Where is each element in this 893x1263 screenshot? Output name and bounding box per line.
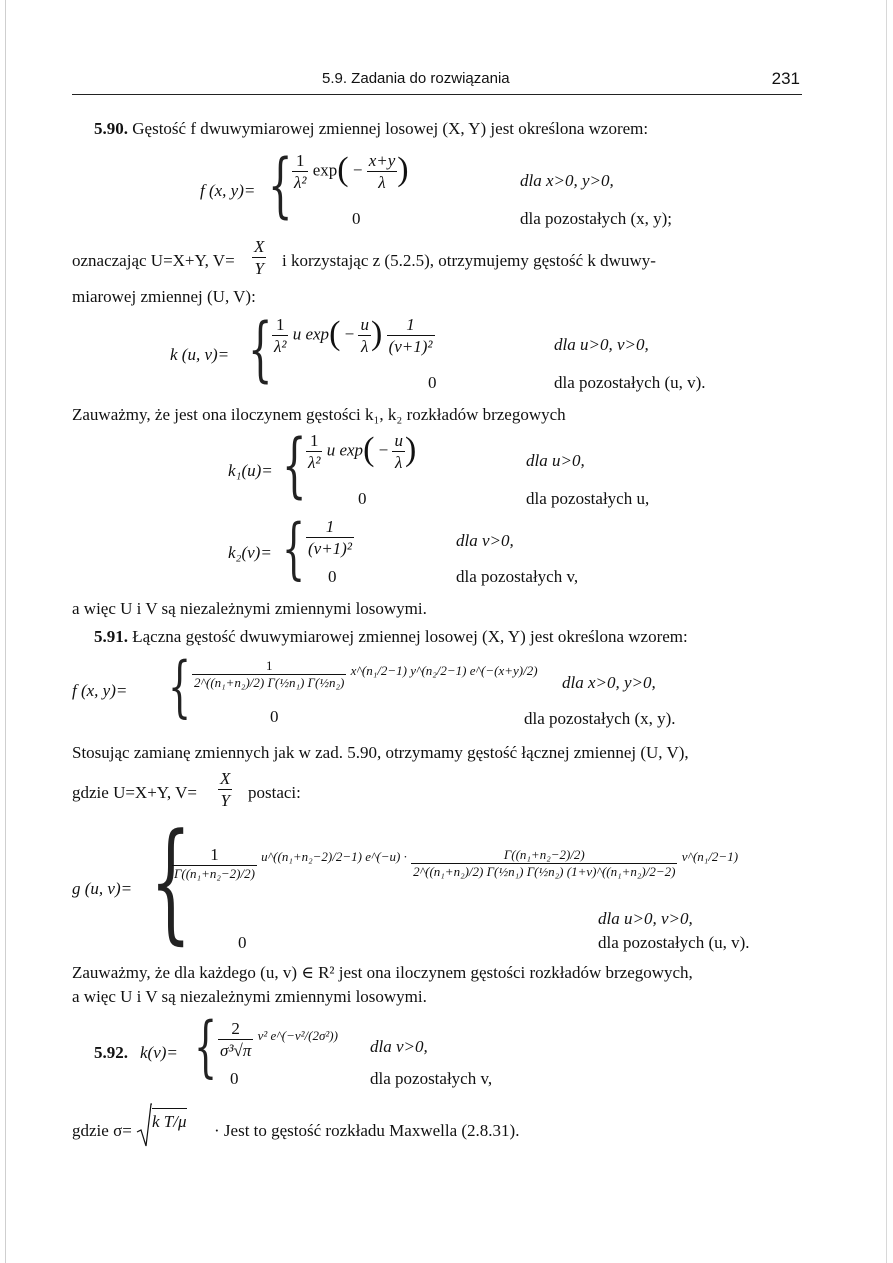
problem-590-label: 5.90. [94,119,128,138]
k592-cond1: dla v>0, [370,1037,428,1056]
f-case1: $\frac{1}{\text{λ²}}$ exp( − $\frac{x+y}{\lambda}$ ) [294,150,409,193]
k1-cond2: dla pozostałych u, [526,489,650,508]
conclusion-591: a więc U i V są niezależnymi zmiennymi losowymi. [72,987,427,1006]
where-line-591: gdzie U=X+Y, V= $\frac{X}{Y}$ postaci: [72,769,301,811]
f-zero: 0 [352,209,361,228]
left-brace: { [282,510,306,587]
g-cond1: dla u>0, v>0, [598,909,693,928]
k2-lhs: k₂(v)= [228,543,272,562]
k-cond1: dla u>0, v>0, [554,335,649,354]
left-brace: { [150,805,192,957]
subst-text-b: i korzystając z (5.2.5), otrzymujemy gęstość k dwuwy- [282,251,656,270]
frac-1-over-lambda2: $\frac{1}{\text{λ²}}$ [274,315,287,357]
problem-591-intro [94,626,824,647]
sigma-text-b: · Jest to gęstość rozkładu Maxwella (2.8.31). [214,1121,520,1140]
f591-case1: $\frac{1}{\text{2\textasciicircum{}((n₁+n₂)/2) Γ(½n₁) Γ(½n₂)}}$ $^{x\^{}(n_1/2-1) y\^{}(n_2/2-1) e\^{}(-(x+y)/2)}$ [194,658,538,691]
header-rule [72,94,802,95]
f-cond2: dla pozostałych (x, y); [520,209,673,228]
f-lhs: f (x, y)= [200,181,256,200]
sigma-text-a: gdzie σ= [72,1121,132,1140]
left-brace: { [282,424,307,506]
frac-u-over-lambda: $\frac{u}{\lambda}$ [360,315,369,357]
product-text-591: Zauważmy, że dla każdego (u, v) ∈ R² jest ona iloczynem gęstości rozkładów brzegowych, [72,963,693,982]
problem-591-label: 5.91. [94,627,128,646]
sigma-line [72,1102,802,1150]
sigma-root: k T/μ [152,1108,187,1132]
formula-k2 [228,510,748,590]
left-brace: { [168,648,192,725]
g-lhs: g (u, v)= [72,879,133,898]
f591-cond2: dla pozostałych (x, y). [524,709,676,728]
page-number: 231 [771,69,800,88]
page-header [72,66,802,96]
formula-f-591 [72,648,802,734]
f591-lhs: f (x, y)= [72,681,128,700]
g-cond2: dla pozostałych (u, v). [598,933,750,952]
problem-591-intro-text: Łączna gęstość dwuwymiarowej zmiennej losowej (X, Y) jest określona wzorem: [132,627,688,646]
subst-text-591: Stosując zamianę zmiennych jak w zad. 5.90, otrzymamy gęstość łącznej zmiennej (U, V), [72,743,689,762]
left-brace: { [194,1008,218,1085]
k-cond2: dla pozostałych (u, v). [554,373,706,392]
k1-zero: 0 [358,489,367,508]
g-zero: 0 [238,933,247,952]
problem-590-intro-text: Gęstość f dwuwymiarowej zmiennej losowej (X, Y) jest określona wzorem: [132,119,649,138]
problem-590-intro [94,118,824,139]
frac-1-over-v-plus-1-squared: $\frac{1}{\text{(v+1)²}}$ [388,315,433,357]
k2-case1: $\frac{1}{\text{(v+1)²}}$ [308,517,352,559]
f591-zero: 0 [270,707,279,726]
book-page [72,0,802,1263]
k2-cond1: dla v>0, [456,531,514,550]
k2-zero: 0 [328,567,337,586]
k1-cond1: dla u>0, [526,451,585,470]
frac-1-over-lambda2: $\frac{1}{\text{λ²}}$ [294,151,307,193]
subst-text-c: miarowej zmiennej (U, V): [72,287,256,306]
scan-edge-right [886,0,887,1263]
k592-zero: 0 [230,1069,239,1088]
conclusion-590: a więc U i V są niezależnymi zmiennymi losowymi. [72,599,427,618]
formula-f-590 [200,144,760,234]
k-zero: 0 [428,373,437,392]
k1-case1: $\frac{1}{\text{λ²}}$ u exp( − $\frac{u}{\lambda}$ ) [308,430,417,473]
formula-g-591 [72,805,802,958]
k2-cond2: dla pozostałych v, [456,567,579,586]
problem-592-label: 5.92. [94,1043,128,1062]
subst-text-a: oznaczając U=X+Y, V= [72,251,235,270]
frac-x-plus-y-over-lambda: $\frac{x+y}{\lambda}$ [368,151,396,193]
k1-lhs: k₁(u)= [228,461,273,480]
where-a: gdzie U=X+Y, V= [72,783,197,802]
g-case1: $\frac{1}{\text{Γ((n₁+n₂−2)/2)}}$ $^{u\^{}((n_1+n_2-2)/2-1) e\^{}(-u) \cdot}$ $\frac{\text{Γ((n₁+n₂−2)/2)}}{\text{2\textasciicircum{}((n₁+n₂)/2) Γ(½n₁) Γ(½n₂) (1+v)\textasciicircum{}((n₁+n₂)/2−2)}}$ $^{v\^{}(n_1/2-1)}$ [174,845,739,882]
product-text-590: Zauważmy, że jest ona iloczynem gęstości k₁, k₂ rozkładów brzegowych [72,405,566,424]
where-b: postaci: [248,783,301,802]
k-case1: $\frac{1}{\text{λ²}}$ u exp( − $\frac{u}{\lambda}$ ) $\frac{1}{\text{(v+1)²}}$ [274,314,433,357]
frac-x-over-y: $\frac{X}{Y}$ [254,237,265,279]
left-brace: { [268,144,293,226]
formula-k-590 [170,308,790,398]
k592-lhs: k(v)= [140,1043,178,1062]
f591-cond1: dla x>0, y>0, [562,673,656,692]
left-brace: { [248,308,273,390]
f-cond1: dla x>0, y>0, [520,171,614,190]
substitution-line [72,236,802,282]
k592-case1: $\frac{2}{\text{σ³√π}}$ $^{v^2 e\^{}(-v^2/(2\sigma^2))}$ [220,1019,338,1061]
formula-k-592 [94,1008,794,1094]
sqrt-sign [136,1102,152,1148]
formula-k1 [228,424,748,514]
k592-cond2: dla pozostałych v, [370,1069,493,1088]
k-lhs: k (u, v)= [170,345,230,364]
scan-edge-left [5,0,6,1263]
running-head: 5.9. Zadania do rozwiązania [322,70,510,87]
